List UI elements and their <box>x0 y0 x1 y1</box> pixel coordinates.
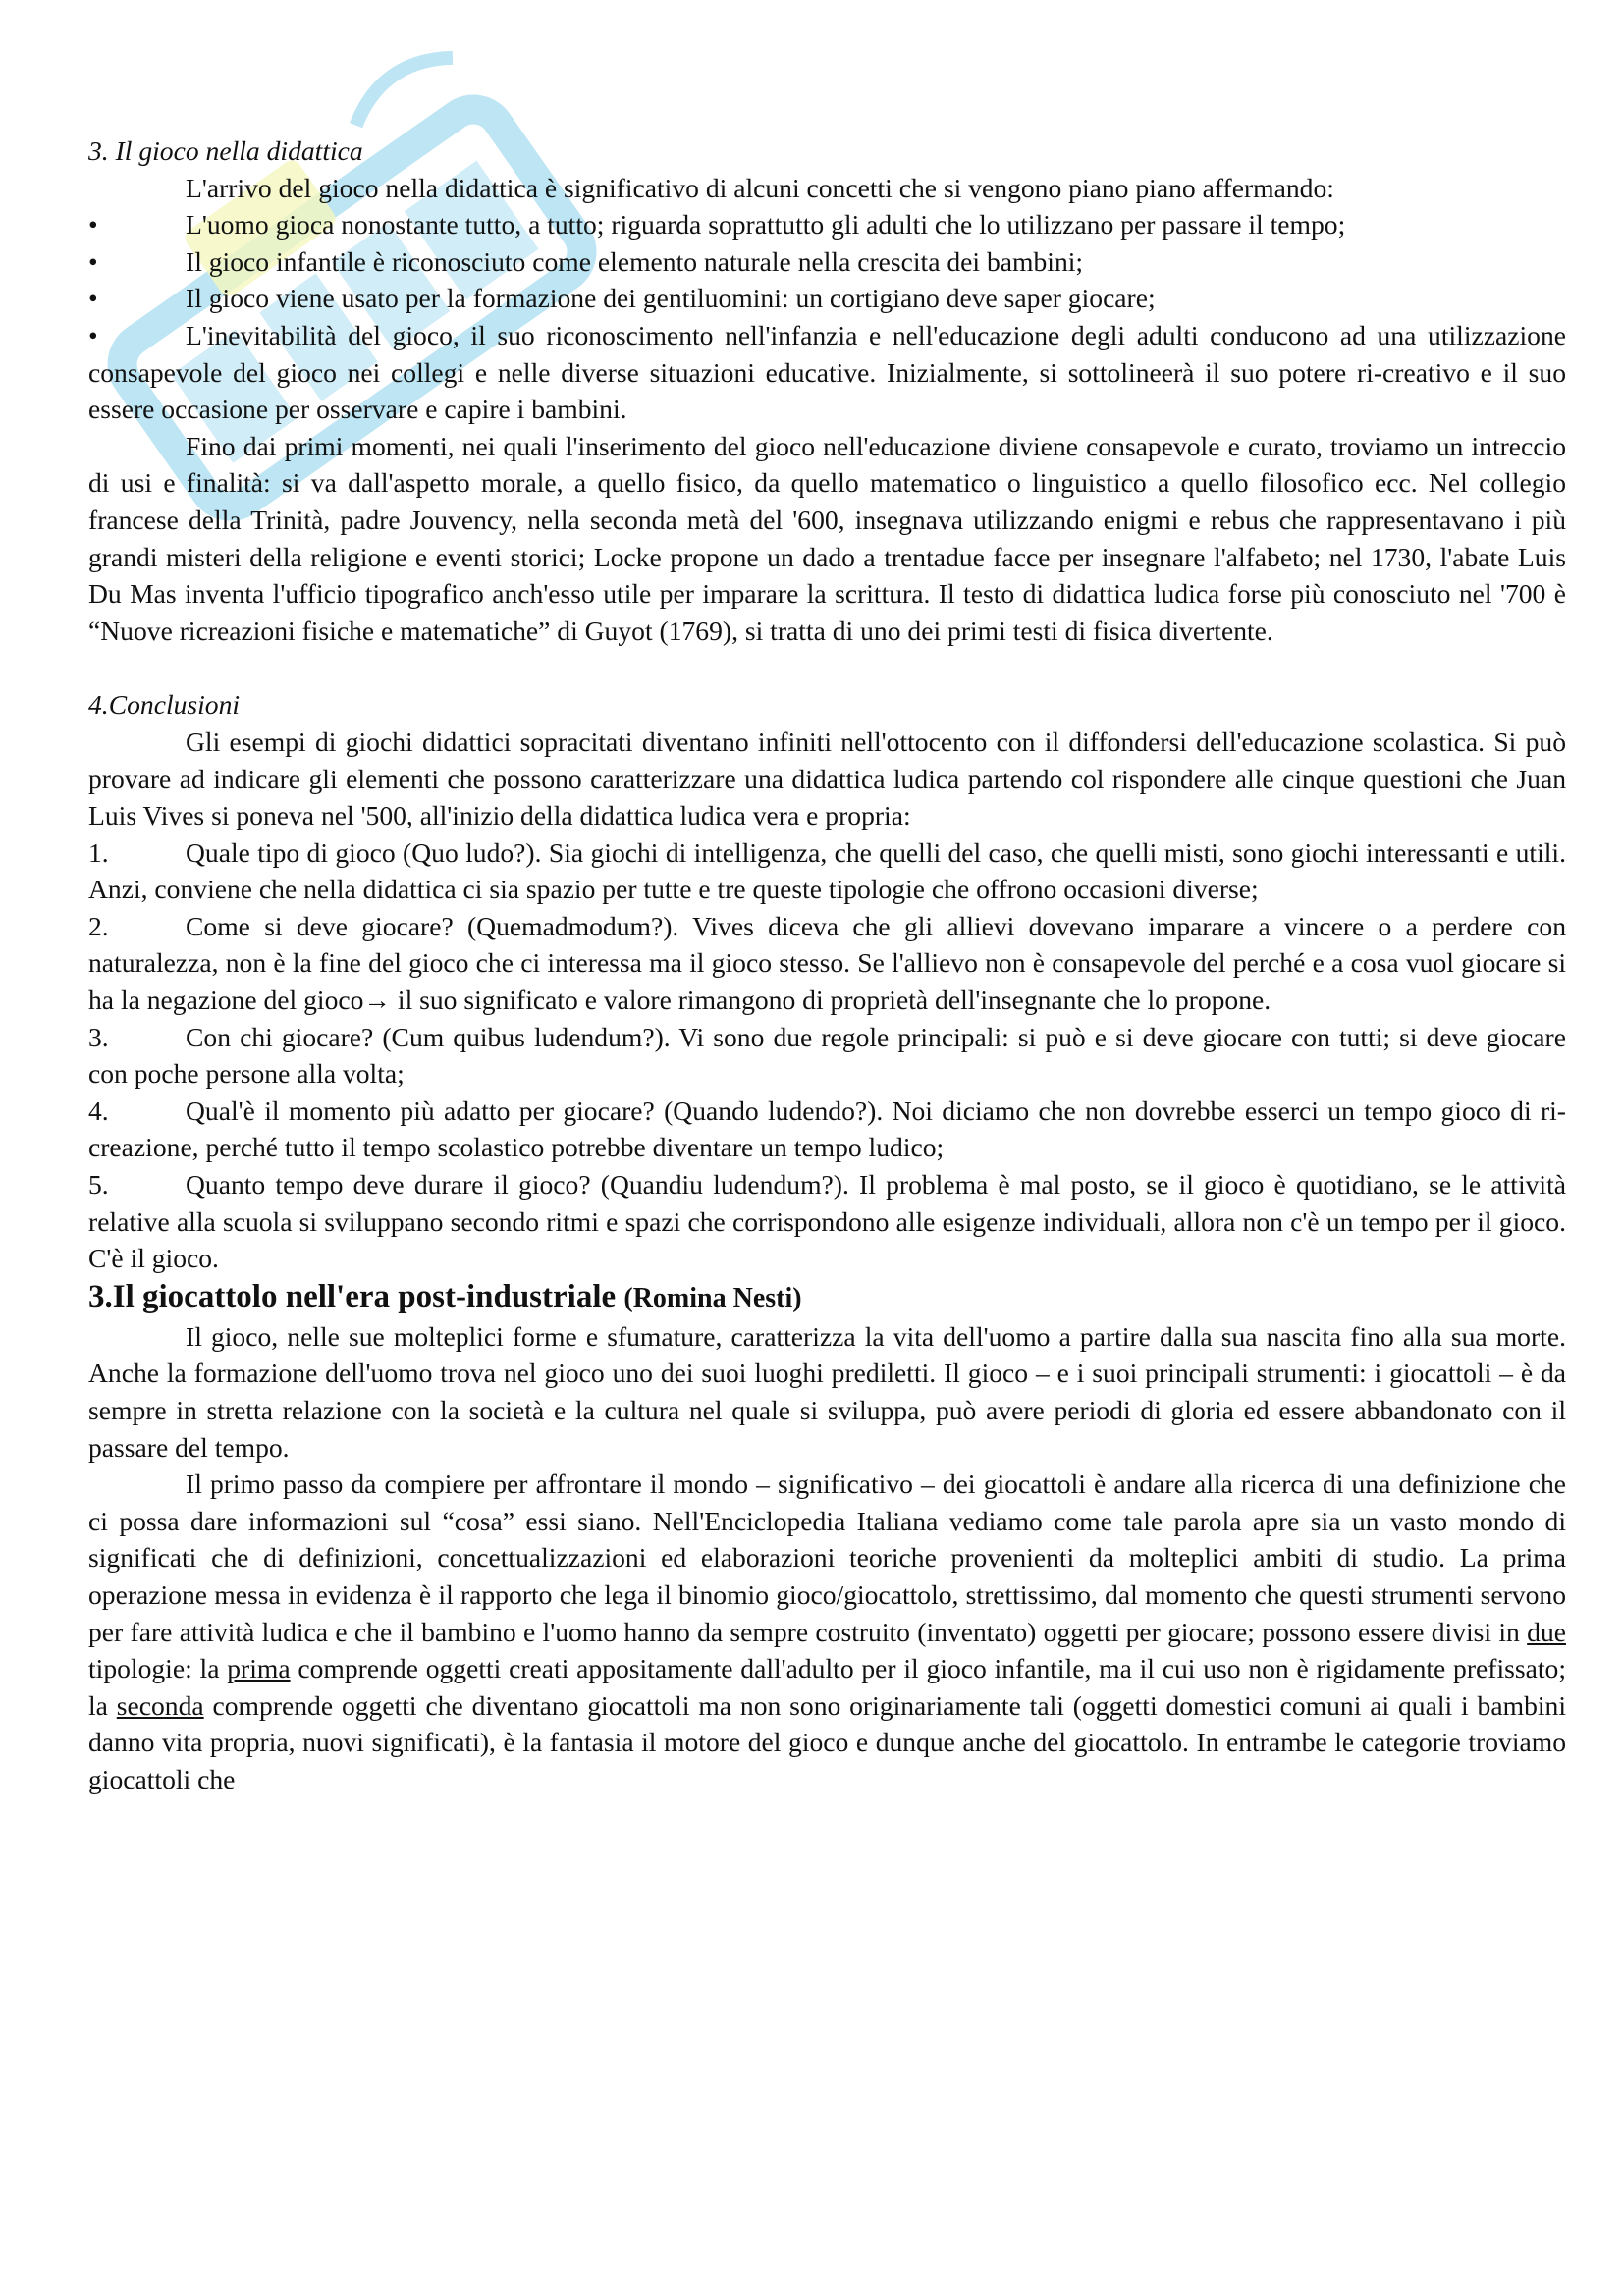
bullet-item: • Il gioco viene usato per la formazione dei gentiluomini: un cortigiano deve saper giocare; <box>88 280 1566 317</box>
paragraph: Il gioco, nelle sue molteplici forme e sfumature, caratterizza la vita dell'uomo a partire dalla sua nascita fino alla sua morte. Anche la formazione dell'uomo trova nel gioco uno dei suoi luoghi prediletti. Il gioco – e i suoi principali strumenti: i giocattoli – è da sempre in stretta relazione con la società e la cultura nel quale si sviluppa, può avere periodi di gloria ed essere abbandonato con il passare del tempo. <box>88 1320 1566 1463</box>
bullet-item: • L'inevitabilità del gioco, il suo riconoscimento nell'infanzia e nell'educazione degli adulti conducono ad una utilizzazione consapevole del gioco nei collegi e nelle diverse situazioni educative. Inizialmente, si sottolineerà il suo potere ri-creativo e il suo essere occasione per osservare e capire i bambini. <box>88 317 1566 428</box>
paragraph: Il primo passo da compiere per affrontare il mondo – significativo – dei giocattoli è andare alla ricerca di una definizione che ci possa dare informazioni sul “cosa” essi siano. Nell'Enciclopedia Italiana vediamo come tale parola apre sia un vasto mondo di significati che di definizioni, concettualizzazioni ed elaborazioni teoriche provenienti da molteplici ambiti di studio. La prima operazione messa in evidenza è il rapporto che lega il binomio gioco/giocattolo, strettissimo, dal momento che questi strumenti servono per fare attività ludica e che il bambino e l'uomo hanno da sempre costruito (inventato) oggetti per giocare; possono essere divisi in due tipologie: la prima comprende oggetti creati appositamente dall'adulto per il gioco infantile, ma il cui uso non è rigidamente prefissato; la seconda comprende oggetti che diventano giocattoli ma non sono originariamente tali (oggetti domestici comuni ai quali i bambini danno vita propria, nuovi significati), è la fantasia il motore del gioco e dunque anche del giocattolo. In entrambe le categorie troviamo giocattoli che <box>88 1468 1566 1794</box>
paragraph: Fino dai primi momenti, nei quali l'inserimento del gioco nell'educazione diviene consapevole e curato, troviamo un intreccio di usi e finalità: si va dall'aspetto morale, a quello fisico, da quello matematico o linguistico a quello filosofico ecc. Nel collegio francese della Trinità, padre Jouvency, nella seconda metà del '600, insegnava utilizzando enigmi e rebus che rappresentavano i più grandi misteri della religione e eventi storici; Locke propone un dado a trentadue facce per insegnare l'alfabeto; nel 1730, l'abate Luis Du Mas inventa l'ufficio tipografico anch'esso utile per imparare la scrittura. Il testo di didattica ludica forse più conosciuto nel '700 è “Nuove ricreazioni fisiche e matematiche” di Guyot (1769), si tratta di uno dei primi testi di fisica divertente. <box>88 430 1566 646</box>
numbered-item: 3. Con chi giocare? (Cum quibus ludendum?). Vi sono due regole principali: si può e si deve giocare con tutti; si deve giocare con poche persone alla volta; <box>88 1021 1566 1090</box>
section-heading: 4.Conclusioni <box>88 689 241 721</box>
underlined-term: due <box>1527 1616 1566 1647</box>
bullet-icon: • <box>88 319 98 350</box>
bullet-icon: • <box>88 245 98 277</box>
paragraph: Gli esempi di giochi didattici sopracitati diventano infiniti nell'ottocento con il diffondersi dell'educazione scolastica. Si può provare ad indicare gli elementi che possono caratterizzare una didattica ludica partendo col rispondere alle cinque questioni che Juan Luis Vives si poneva nel '500, all'inizio della didattica ludica vera e propria: <box>88 725 1566 831</box>
numbered-item: 5. Quanto tempo deve durare il gioco? (Quandiu ludendum?). Il problema è mal posto, se il gioco è quotidiano, se le attività relative alla scuola si sviluppano secondo ritmi e spazi che corrispondono alle esigenze individuali, allora non c'è un tempo per il gioco. C'è il gioco. <box>88 1169 1566 1274</box>
chapter-heading <box>88 1277 1566 1318</box>
bullet-icon: • <box>88 283 98 314</box>
chapter-title: 3.Il giocattolo nell'era post-industriale <box>88 1278 617 1314</box>
document-page <box>88 133 1566 1798</box>
paragraph: L'arrivo del gioco nella didattica è significativo di alcuni concetti che si vengono piano piano affermando: <box>186 172 1334 203</box>
bullet-icon: • <box>88 209 98 240</box>
bullet-item: • Il gioco infantile è riconosciuto come elemento naturale nella crescita dei bambini; <box>88 243 1566 281</box>
numbered-item: 1. Quale tipo di gioco (Quo ludo?). Sia giochi di intelligenza, che quelli del caso, che quelli misti, sono giochi interessanti e utili. Anzi, conviene che nella didattica ci sia spazio per tutte e tre queste tipologie che offrono occasioni diverse; <box>88 836 1566 905</box>
chapter-author: (Romina Nesti) <box>623 1282 802 1313</box>
numbered-item: 2. Come si deve giocare? (Quemadmodum?). Vives diceva che gli allievi dovevano imparare a vincere o a perdere con naturalezza, non è la fine del gioco che ci interessa ma il gioco stesso. Se l'allievo non è consapevole del perché e a cosa vuol giocare si ha la negazione del gioco→ il suo significato e valore rimangono di proprietà dell'insegnante che lo propone. <box>88 910 1566 1016</box>
underlined-term: seconda <box>116 1689 204 1721</box>
numbered-item: 4. Qual'è il momento più adatto per giocare? (Quando ludendo?). Noi diciamo che non dovrebbe esserci un tempo gioco di ri-creazione, perché tutto il tempo scolastico potrebbe diventare un tempo ludico; <box>88 1095 1566 1163</box>
bullet-item: • L'uomo gioca nonostante tutto, a tutto; riguarda soprattutto gli adulti che lo utilizzano per passare il tempo; <box>88 206 1566 243</box>
section-heading: 3. Il gioco nella didattica <box>88 135 363 166</box>
underlined-term: prima <box>227 1653 291 1684</box>
